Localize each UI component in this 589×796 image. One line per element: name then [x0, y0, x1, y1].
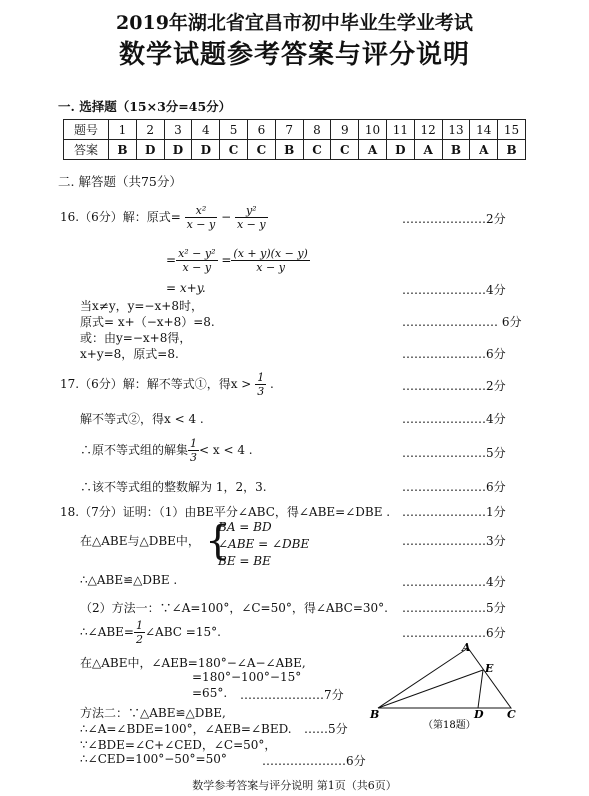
table-cell: 12: [414, 120, 442, 140]
q18-line3: ∴△ABE≌△DBE .: [80, 573, 178, 587]
q18-line1: 18.（7分）证明：（1）由BE平分∠ABC，得∠ABE=∠DBE .: [60, 505, 391, 519]
frac-den: 3: [257, 385, 265, 398]
frac-num: y²: [235, 204, 268, 218]
section2-heading: 二. 解答题（共75分）: [58, 174, 182, 189]
label-b: B: [370, 708, 380, 721]
q18-line4: （2）方法一：∵∠A=100°，∠C=50°，得∠ABC=30°.: [80, 601, 388, 615]
brace-line3: BE = BE: [218, 554, 271, 568]
q17-line3: [80, 437, 253, 464]
table-cell: 2: [136, 120, 164, 140]
table-cell: 5: [220, 120, 248, 140]
footer: 数学参考答案与评分说明 第1页（共6页）: [192, 779, 397, 792]
q16-line3: = x+y.: [166, 281, 206, 295]
q18-line10: ∴∠A=∠BDE=100°，∠AEB=∠BED.: [80, 722, 292, 736]
table-cell: C: [220, 140, 248, 160]
table-cell: 1: [109, 120, 137, 140]
table-cell: C: [303, 140, 331, 160]
q18-points4: …………………5分: [402, 601, 506, 615]
table-cell: D: [164, 140, 192, 160]
frac-den: x − y: [182, 261, 212, 274]
table-row: [64, 140, 526, 160]
table-cell: D: [386, 140, 414, 160]
q17-points1: …………………2分: [402, 379, 506, 393]
label-a: A: [462, 641, 471, 654]
q16-line5: 原式= x+（−x+8）=8.: [80, 315, 215, 329]
q18-line11: ∵∠BDE=∠C+∠CED，∠C=50°，: [80, 738, 277, 752]
frac-num: x²: [185, 204, 218, 218]
table-cell: B: [498, 140, 526, 160]
table-cell: 13: [442, 120, 470, 140]
segment-ed: [478, 670, 483, 708]
label-d: D: [474, 708, 484, 721]
table-cell: B: [442, 140, 470, 160]
q17-line1-end: .: [270, 377, 274, 391]
q18-points10: ……5分: [304, 722, 348, 736]
q17-points3: …………………5分: [402, 446, 506, 460]
q16-prefix: 16.（6分）解：原式=: [60, 210, 181, 224]
answer-table: [63, 119, 526, 160]
q18-line5: [80, 619, 221, 646]
q18-points5: …………………6分: [402, 626, 506, 640]
q17-frac2: [188, 437, 199, 464]
table-answer-label: 答案: [64, 140, 109, 160]
q16-eq2: =: [221, 253, 232, 267]
table-cell: 7: [275, 120, 303, 140]
triangle-abc: [378, 648, 511, 708]
q17-line3-pre: ∴原不等式组的解集: [80, 443, 189, 457]
q16-frac2: [235, 204, 268, 231]
q18-line5-pre: ∴∠ABE=: [80, 625, 134, 639]
frac-den: x − y: [186, 218, 216, 231]
q17-line1: [60, 371, 274, 398]
brace-line2: ∠ABE = ∠DBE: [218, 537, 310, 551]
frac-den: x − y: [236, 218, 266, 231]
table-cell: B: [109, 140, 137, 160]
frac-num: 1: [257, 371, 265, 384]
table-cell: 3: [164, 120, 192, 140]
q17-points4: …………………6分: [402, 480, 506, 494]
title-line1: 2019年湖北省宜昌市初中毕业生学业考试: [116, 12, 473, 34]
q18-line6: 在△ABE中，∠AEB=180°−∠A−∠ABE,: [80, 656, 306, 670]
q18-points3: …………………4分: [402, 575, 506, 589]
q18-line5-post: ∠ABC =15°.: [145, 625, 221, 639]
q18-frac: [134, 619, 145, 646]
q16-frac4: [231, 247, 309, 274]
table-cell: 8: [303, 120, 331, 140]
segment-be: [378, 670, 483, 708]
q16-frac1: [185, 204, 218, 231]
table-cell: A: [470, 140, 498, 160]
frac-num: 1: [190, 437, 198, 450]
table-cell: C: [331, 140, 359, 160]
label-e: E: [485, 662, 494, 675]
q18-line2: 在△ABE与△DBE中，: [80, 534, 200, 548]
table-cell: 10: [359, 120, 387, 140]
title-line2: 数学试题参考答案与评分说明: [118, 40, 470, 70]
brace-line1: BA = BD: [218, 520, 272, 534]
figure-caption: （第18题）: [423, 720, 476, 731]
table-cell: A: [414, 140, 442, 160]
table-cell: C: [247, 140, 275, 160]
q17-points2: …………………4分: [402, 412, 506, 426]
table-cell: D: [192, 140, 220, 160]
q16-line6: 或：由y=−x+8得，: [80, 331, 192, 345]
q17-line3-post: < x < 4 .: [199, 443, 253, 457]
q16-line4: 当x≠y，y=−x+8时，: [80, 299, 203, 313]
q17-text: 17.（6分）解：解不等式①，得x >: [60, 377, 252, 391]
q16-points3: …………………… 6分: [402, 315, 522, 329]
frac-den: 2: [136, 633, 143, 646]
q16-line2: [166, 247, 310, 274]
frac-den: 3: [190, 451, 198, 464]
q18-line7: =180°−100°−15°: [192, 670, 302, 684]
table-cell: B: [275, 140, 303, 160]
q18-line12: ∴∠CED=100°−50°=50°: [80, 752, 227, 766]
table-cell: 6: [247, 120, 275, 140]
frac-num: x² − y²: [178, 247, 216, 260]
frac-den: x − y: [256, 261, 285, 274]
q16-points1: …………………2分: [402, 212, 506, 226]
table-cell: 11: [386, 120, 414, 140]
table-cell: A: [359, 140, 387, 160]
q17-line4: ∴该不等式组的整数解为 1，2，3.: [80, 480, 267, 494]
table-cell: D: [136, 140, 164, 160]
q16-frac3: [176, 247, 217, 274]
table-row: [64, 120, 526, 140]
q18-line9: 方法二：∵△ABE≌△DBE,: [80, 706, 226, 720]
q18-points8: …………………7分: [240, 688, 344, 702]
q18-points1: …………………1分: [402, 505, 506, 519]
q18-points12: …………………6分: [262, 754, 366, 768]
frac-num: (x + y)(x − y): [233, 247, 308, 260]
q18-points2: …………………3分: [402, 534, 506, 548]
q16-eq: =: [166, 253, 177, 267]
q17-line2: 解不等式②，得x < 4 .: [80, 412, 204, 426]
triangle-figure: [368, 640, 528, 736]
section1-heading: 一. 选择题（15×3分=45分）: [58, 99, 232, 114]
table-cell: 4: [192, 120, 220, 140]
brace-symbol: {: [205, 518, 231, 564]
q16-line7: x+y=8，原式=8.: [80, 347, 179, 361]
table-header-label: 题号: [64, 120, 109, 140]
table-cell: 14: [470, 120, 498, 140]
label-c: C: [507, 708, 516, 721]
q16-line1: [60, 204, 268, 231]
q16-points4: …………………6分: [402, 347, 506, 361]
q18-line8: =65°.: [192, 686, 228, 700]
q16-points2: …………………4分: [402, 283, 506, 297]
table-cell: 9: [331, 120, 359, 140]
q16-minus: −: [221, 210, 232, 224]
table-cell: 15: [498, 120, 526, 140]
q17-frac: [255, 371, 266, 398]
frac-num: 1: [136, 619, 143, 632]
